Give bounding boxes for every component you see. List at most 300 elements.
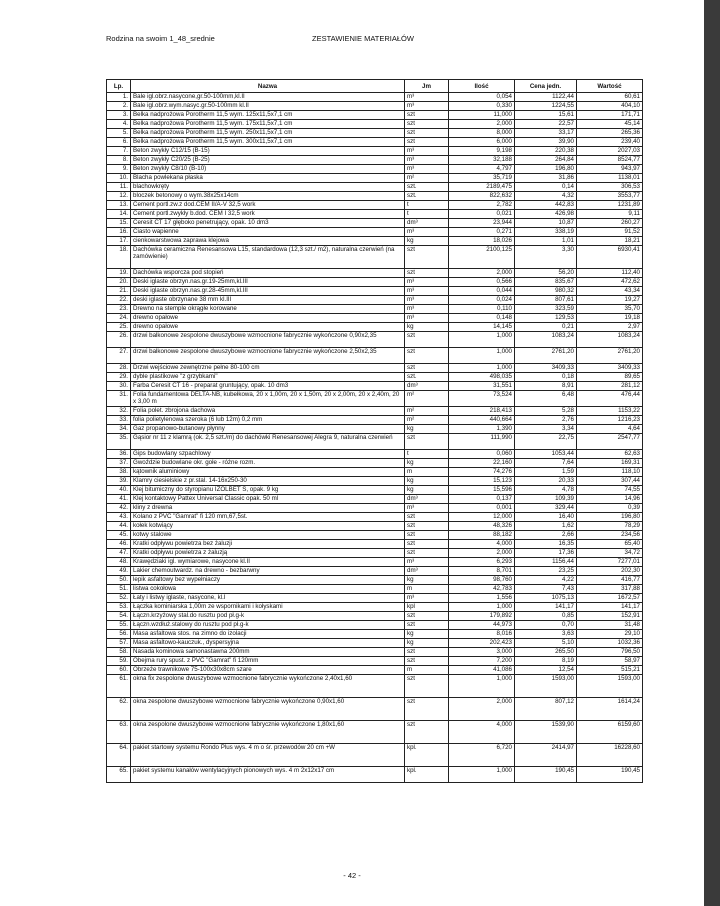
cell-qty: 12,000 — [449, 513, 515, 522]
column-header-cena: Cena jedn. — [515, 80, 577, 93]
cell-name: lepik asfaltowy bez wypełniaczy — [131, 576, 405, 585]
cell-name: Klamry ciesielskie z pr.stal. 14-16x250-30 — [131, 477, 405, 486]
cell-value: 2027,03 — [577, 147, 643, 156]
cell-qty: 1,390 — [449, 425, 515, 434]
cell-qty: 8,000 — [449, 129, 515, 138]
cell-name: Belka nadprożowa Porotherm 11,5 wym. 125x11,5x7,1 cm — [131, 111, 405, 120]
cell-value: 796,50 — [577, 648, 643, 657]
table-row — [107, 165, 643, 174]
table-row — [107, 576, 643, 585]
cell-price: 23,25 — [515, 567, 577, 576]
cell-qty: 88,182 — [449, 531, 515, 540]
cell-jm: m² — [405, 407, 449, 416]
cell-jm: m³ — [405, 594, 449, 603]
cell-name: Łączn.krzyżowy stal.do rusztu pod pł.g-k — [131, 612, 405, 621]
cell-value: 58,97 — [577, 657, 643, 666]
table-row — [107, 666, 643, 675]
cell-lp: 21. — [107, 287, 131, 296]
cell-lp: 48. — [107, 558, 131, 567]
cell-lp: 10. — [107, 174, 131, 183]
cell-lp: 53. — [107, 603, 131, 612]
column-header-ilosc: Ilość — [449, 80, 515, 93]
cell-jm: szt — [405, 364, 449, 373]
cell-qty: 0,054 — [449, 93, 515, 102]
cell-lp: 9. — [107, 165, 131, 174]
cell-price: 220,38 — [515, 147, 577, 156]
cell-jm: szt — [405, 721, 449, 744]
cell-price: 16,40 — [515, 513, 577, 522]
cell-price: 1156,44 — [515, 558, 577, 567]
cell-qty: 1,556 — [449, 594, 515, 603]
table-row — [107, 630, 643, 639]
cell-price: 3409,33 — [515, 364, 577, 373]
cell-lp: 12. — [107, 192, 131, 201]
cell-qty: 2,000 — [449, 269, 515, 278]
cell-price: 8,91 — [515, 382, 577, 391]
cell-qty: 440,664 — [449, 416, 515, 425]
cell-value: 1138,01 — [577, 174, 643, 183]
cell-name: Krawędziaki igl. wymiarowe, nasycone kl.II — [131, 558, 405, 567]
table-row — [107, 348, 643, 364]
table-row — [107, 567, 643, 576]
cell-price: 1593,00 — [515, 675, 577, 698]
cell-jm: szt — [405, 434, 449, 450]
table-row — [107, 585, 643, 594]
cell-value: 1216,23 — [577, 416, 643, 425]
cell-value: 78,29 — [577, 522, 643, 531]
cell-qty: 6,720 — [449, 744, 515, 767]
cell-jm: m² — [405, 174, 449, 183]
cell-name: Belka nadprożowa Porotherm 11,5 wym. 250x11,5x7,1 cm — [131, 129, 405, 138]
cell-name: Ceresit CT 17 głęboko penetrujący, opak. 10 dm3 — [131, 219, 405, 228]
cell-lp: 47. — [107, 549, 131, 558]
cell-lp: 16. — [107, 228, 131, 237]
column-header-jm: Jm — [405, 80, 449, 93]
cell-jm: t — [405, 450, 449, 459]
cell-qty: 31,551 — [449, 382, 515, 391]
cell-price: 6,48 — [515, 391, 577, 407]
cell-qty: 179,892 — [449, 612, 515, 621]
cell-qty: 15,596 — [449, 486, 515, 495]
header-title: ZESTAWIENIE MATERIAŁÓW — [312, 34, 414, 43]
cell-value: 202,30 — [577, 567, 643, 576]
cell-lp: 60. — [107, 666, 131, 675]
cell-jm: szt — [405, 621, 449, 630]
table-row — [107, 621, 643, 630]
cell-qty: 218,413 — [449, 407, 515, 416]
table-row — [107, 129, 643, 138]
cell-name: Bale igl.obrz.nasycone,gr.50-100mm,kl.II — [131, 93, 405, 102]
cell-lp: 52. — [107, 594, 131, 603]
cell-qty: 0,024 — [449, 296, 515, 305]
cell-lp: 30. — [107, 382, 131, 391]
cell-lp: 57. — [107, 639, 131, 648]
cell-price: 129,53 — [515, 314, 577, 323]
cell-value: 19,18 — [577, 314, 643, 323]
cell-jm: m² — [405, 416, 449, 425]
cell-qty: 32,188 — [449, 156, 515, 165]
cell-value: 171,71 — [577, 111, 643, 120]
table-row — [107, 120, 643, 129]
cell-qty: 3,000 — [449, 648, 515, 657]
cell-value: 29,10 — [577, 630, 643, 639]
cell-price: 5,10 — [515, 639, 577, 648]
table-row — [107, 407, 643, 416]
table-row — [107, 549, 643, 558]
cell-jm: t — [405, 210, 449, 219]
cell-name: Farba Ceresit CT 16 - preparat gruntujący, opak. 10 dm3 — [131, 382, 405, 391]
cell-price: 1,62 — [515, 522, 577, 531]
cell-lp: 24. — [107, 314, 131, 323]
cell-price: 4,32 — [515, 192, 577, 201]
page-number: - 42 - — [343, 871, 361, 880]
viewer-scroll-bar — [704, 0, 720, 906]
table-row — [107, 698, 643, 721]
table-row — [107, 210, 643, 219]
cell-value: 19,27 — [577, 296, 643, 305]
cell-lp: 27. — [107, 348, 131, 364]
cell-qty: 6,000 — [449, 138, 515, 147]
table-row — [107, 540, 643, 549]
cell-name: Deski iglaste obrzyn.nas.gr.28-45mm,kl.III — [131, 287, 405, 296]
table-row — [107, 612, 643, 621]
cell-name: Łączka kominiarska 1,00m ze wspornikami i kołyskami — [131, 603, 405, 612]
cell-value: 1231,89 — [577, 201, 643, 210]
cell-qty: 1,000 — [449, 603, 515, 612]
cell-value: 2,97 — [577, 323, 643, 332]
cell-value: 89,65 — [577, 373, 643, 382]
cell-name: drewno opałowe — [131, 314, 405, 323]
cell-lp: 55. — [107, 621, 131, 630]
cell-jm: dm³ — [405, 495, 449, 504]
cell-price: 8,19 — [515, 657, 577, 666]
cell-name: Gaz propanowo-butanowy płynny — [131, 425, 405, 434]
table-row — [107, 111, 643, 120]
cell-qty: 0,001 — [449, 504, 515, 513]
cell-name: cienkowarstwowa zaprawa klejowa — [131, 237, 405, 246]
cell-price: 33,17 — [515, 129, 577, 138]
cell-value: 317,88 — [577, 585, 643, 594]
cell-name: drzwi balkonowe zespolone dwuszybowe wzmocnione fabrycznie wykończone 0,90x2,35 — [131, 332, 405, 348]
cell-jm: kpl — [405, 603, 449, 612]
cell-value: 31,48 — [577, 621, 643, 630]
cell-lp: 26. — [107, 332, 131, 348]
cell-lp: 61. — [107, 675, 131, 698]
table-row — [107, 468, 643, 477]
cell-qty: 2,000 — [449, 698, 515, 721]
cell-jm: szt — [405, 675, 449, 698]
table-row — [107, 314, 643, 323]
table-row — [107, 138, 643, 147]
cell-value: 91,52 — [577, 228, 643, 237]
cell-jm: szt — [405, 698, 449, 721]
cell-qty: 4,000 — [449, 721, 515, 744]
cell-value: 3409,33 — [577, 364, 643, 373]
cell-name: Obejma rury spust. z PVC "Gamrat" fi 120mm — [131, 657, 405, 666]
cell-qty: 2,000 — [449, 549, 515, 558]
cell-price: 5,28 — [515, 407, 577, 416]
cell-jm: m³ — [405, 147, 449, 156]
cell-price: 56,20 — [515, 269, 577, 278]
cell-price: 12,54 — [515, 666, 577, 675]
cell-name: blachowkręty — [131, 183, 405, 192]
cell-jm: t — [405, 201, 449, 210]
cell-jm: szt — [405, 513, 449, 522]
cell-jm: m — [405, 666, 449, 675]
cell-lp: 31. — [107, 391, 131, 407]
cell-qty: 7,200 — [449, 657, 515, 666]
cell-name: Folia polet. zbrojona dachowa — [131, 407, 405, 416]
cell-value: 16228,60 — [577, 744, 643, 767]
cell-name: Dachówka ceramiczna Renesansowa L15, standardowa (12,3 szt./ m2), naturalna czerwień (na zamówienie) — [131, 246, 405, 269]
cell-price: 835,67 — [515, 278, 577, 287]
column-header-wartosc: Wartość — [577, 80, 643, 93]
cell-value: 196,80 — [577, 513, 643, 522]
table-row — [107, 639, 643, 648]
cell-lp: 35. — [107, 434, 131, 450]
cell-jm: szt — [405, 129, 449, 138]
table-row — [107, 416, 643, 425]
cell-jm: m — [405, 585, 449, 594]
cell-lp: 38. — [107, 468, 131, 477]
table-row — [107, 767, 643, 783]
cell-name: Cement portl.zw.z dod.CEM II/A-V 32,5 work — [131, 201, 405, 210]
cell-price: 807,12 — [515, 698, 577, 721]
cell-lp: 19. — [107, 269, 131, 278]
cell-price: 2,66 — [515, 531, 577, 540]
cell-jm: kg — [405, 323, 449, 332]
cell-qty: 0,044 — [449, 287, 515, 296]
cell-lp: 25. — [107, 323, 131, 332]
cell-lp: 4. — [107, 120, 131, 129]
cell-jm: szt — [405, 246, 449, 269]
cell-value: 112,40 — [577, 269, 643, 278]
cell-value: 8524,77 — [577, 156, 643, 165]
cell-value: 0,39 — [577, 504, 643, 513]
cell-price: 426,98 — [515, 210, 577, 219]
cell-lp: 39. — [107, 477, 131, 486]
cell-name: Lakier chemoutwardz. na drewno - bezbarwny — [131, 567, 405, 576]
cell-lp: 28. — [107, 364, 131, 373]
cell-jm: szt — [405, 522, 449, 531]
cell-price: 7,64 — [515, 459, 577, 468]
cell-price: 17,36 — [515, 549, 577, 558]
table-row — [107, 721, 643, 744]
cell-lp: 23. — [107, 305, 131, 314]
cell-name: Beton zwykły C8/10 (B-10) — [131, 165, 405, 174]
cell-qty: 0,148 — [449, 314, 515, 323]
cell-qty: 4,000 — [449, 540, 515, 549]
cell-lp: 63. — [107, 721, 131, 744]
cell-lp: 32. — [107, 407, 131, 416]
cell-lp: 2. — [107, 102, 131, 111]
cell-price: 22,75 — [515, 434, 577, 450]
cell-jm: m³ — [405, 156, 449, 165]
table-row — [107, 201, 643, 210]
cell-lp: 33. — [107, 416, 131, 425]
cell-jm: m³ — [405, 165, 449, 174]
cell-lp: 41. — [107, 495, 131, 504]
table-row — [107, 425, 643, 434]
cell-qty: 8,701 — [449, 567, 515, 576]
cell-price: 1083,24 — [515, 332, 577, 348]
cell-qty: 4,797 — [449, 165, 515, 174]
cell-qty: 1,000 — [449, 332, 515, 348]
cell-jm: kg — [405, 576, 449, 585]
cell-price: 0,85 — [515, 612, 577, 621]
cell-name: folia polietylenowa szeroka (6 lub 12m) 0,2 mm — [131, 416, 405, 425]
table-row — [107, 648, 643, 657]
cell-jm: m² — [405, 391, 449, 407]
cell-value: 1593,00 — [577, 675, 643, 698]
cell-lp: 37. — [107, 459, 131, 468]
table-row — [107, 434, 643, 450]
cell-value: 74,55 — [577, 486, 643, 495]
cell-lp: 36. — [107, 450, 131, 459]
cell-name: drewno opałowe — [131, 323, 405, 332]
cell-price: 4,78 — [515, 486, 577, 495]
cell-value: 190,45 — [577, 767, 643, 783]
cell-qty: 822,632 — [449, 192, 515, 201]
cell-value: 34,72 — [577, 549, 643, 558]
table-row — [107, 93, 643, 102]
cell-jm: szt — [405, 111, 449, 120]
cell-jm: szt. — [405, 183, 449, 192]
cell-value: 6159,60 — [577, 721, 643, 744]
cell-name: okna zespolone dwuszybowe wzmocnione fabrycznie wykończone 0,90x1,60 — [131, 698, 405, 721]
cell-name: kotwy stalowe — [131, 531, 405, 540]
cell-jm: szt — [405, 648, 449, 657]
cell-name: deski iglaste obrzynane 38 mm kl.III — [131, 296, 405, 305]
cell-lp: 34. — [107, 425, 131, 434]
cell-price: 109,39 — [515, 495, 577, 504]
table-row — [107, 450, 643, 459]
cell-jm: szt — [405, 332, 449, 348]
cell-lp: 42. — [107, 504, 131, 513]
table-row — [107, 477, 643, 486]
cell-name: Beton zwykły C20/25 (B-25) — [131, 156, 405, 165]
cell-qty: 1,000 — [449, 767, 515, 783]
cell-value: 2761,20 — [577, 348, 643, 364]
cell-value: 260,27 — [577, 219, 643, 228]
cell-name: Klej kontaktowy Pattex Universal Classic opak. 50 ml — [131, 495, 405, 504]
table-row — [107, 156, 643, 165]
cell-jm: m³ — [405, 296, 449, 305]
cell-qty: 0,566 — [449, 278, 515, 287]
cell-price: 329,44 — [515, 504, 577, 513]
cell-price: 1075,13 — [515, 594, 577, 603]
table-row — [107, 558, 643, 567]
cell-jm: m³ — [405, 93, 449, 102]
cell-name: Masa asfaltowo-kauczuk., dyspersyjna — [131, 639, 405, 648]
table-row — [107, 102, 643, 111]
cell-lp: 64. — [107, 744, 131, 767]
column-header-nazwa: Nazwa — [131, 80, 405, 93]
cell-qty: 0,271 — [449, 228, 515, 237]
cell-jm: kg — [405, 237, 449, 246]
cell-price: 3,63 — [515, 630, 577, 639]
cell-value: 7277,01 — [577, 558, 643, 567]
cell-lp: 65. — [107, 767, 131, 783]
cell-name: drzwi balkonowe zespolone dwuszybowe wzmocnione fabrycznie wykończone 2,50x2,35 — [131, 348, 405, 364]
table-row — [107, 192, 643, 201]
cell-value: 306,53 — [577, 183, 643, 192]
cell-name: Gips budowlany szpachlowy — [131, 450, 405, 459]
cell-value: 6930,41 — [577, 246, 643, 269]
cell-price: 196,80 — [515, 165, 577, 174]
cell-price: 2761,20 — [515, 348, 577, 364]
cell-price: 323,59 — [515, 305, 577, 314]
cell-name: Drzwi wejściowe zewnętrzne pełne 80-100 cm — [131, 364, 405, 373]
cell-jm: szt — [405, 138, 449, 147]
cell-price: 442,83 — [515, 201, 577, 210]
cell-lp: 15. — [107, 219, 131, 228]
cell-qty: 0,137 — [449, 495, 515, 504]
cell-qty: 11,000 — [449, 111, 515, 120]
cell-lp: 13. — [107, 201, 131, 210]
cell-lp: 58. — [107, 648, 131, 657]
cell-qty: 35,719 — [449, 174, 515, 183]
cell-name: Gwoździe budowlane okr. gołe - różne rozm. — [131, 459, 405, 468]
cell-lp: 59. — [107, 657, 131, 666]
cell-name: kliny z drewna — [131, 504, 405, 513]
cell-value: 45,14 — [577, 120, 643, 129]
cell-value: 1672,57 — [577, 594, 643, 603]
table-row — [107, 305, 643, 314]
cell-value: 60,61 — [577, 93, 643, 102]
table-row — [107, 364, 643, 373]
cell-name: dyble plastikowe "z grzybkami" — [131, 373, 405, 382]
table-row — [107, 323, 643, 332]
cell-price: 1539,90 — [515, 721, 577, 744]
cell-qty: 0,060 — [449, 450, 515, 459]
cell-price: 141,17 — [515, 603, 577, 612]
cell-name: bloczek betonowy o wym.38x25x14cm — [131, 192, 405, 201]
cell-value: 404,10 — [577, 102, 643, 111]
cell-qty: 0,021 — [449, 210, 515, 219]
cell-lp: 8. — [107, 156, 131, 165]
cell-lp: 3. — [107, 111, 131, 120]
cell-value: 1032,36 — [577, 639, 643, 648]
cell-lp: 17. — [107, 237, 131, 246]
cell-jm: szt. — [405, 192, 449, 201]
cell-name: Folia fundamentowa DELTA-NB, kubełkowa, 20 x 1,00m, 20 x 1,50m, 20 x 2,00m, 20 x 2,40m, 20 x 3,00 m — [131, 391, 405, 407]
cell-price: 4,22 — [515, 576, 577, 585]
cell-name: Belka nadprożowa Porotherm 11,5 wym. 300x11,5x7,1 cm — [131, 138, 405, 147]
table-row — [107, 657, 643, 666]
cell-jm: m³ — [405, 278, 449, 287]
cell-value: 472,62 — [577, 278, 643, 287]
cell-jm: m³ — [405, 504, 449, 513]
cell-lp: 40. — [107, 486, 131, 495]
table-row — [107, 504, 643, 513]
cell-qty: 42,783 — [449, 585, 515, 594]
cell-qty: 23,944 — [449, 219, 515, 228]
cell-lp: 14. — [107, 210, 131, 219]
cell-price: 15,61 — [515, 111, 577, 120]
table-row — [107, 237, 643, 246]
cell-price: 22,57 — [515, 120, 577, 129]
cell-price: 7,43 — [515, 585, 577, 594]
cell-jm: szt — [405, 612, 449, 621]
cell-lp: 1. — [107, 93, 131, 102]
cell-qty: 15,123 — [449, 477, 515, 486]
cell-name: Kolano z PVC "Gamrat" fi 120 mm,67,5st. — [131, 513, 405, 522]
cell-price: 265,50 — [515, 648, 577, 657]
cell-name: Nasada kominowa samonastawna 200mm — [131, 648, 405, 657]
cell-name: okna fix zespolone dwuszybowe wzmocnione fabrycznie wykończone 2,40x1,60 — [131, 675, 405, 698]
cell-value: 118,10 — [577, 468, 643, 477]
